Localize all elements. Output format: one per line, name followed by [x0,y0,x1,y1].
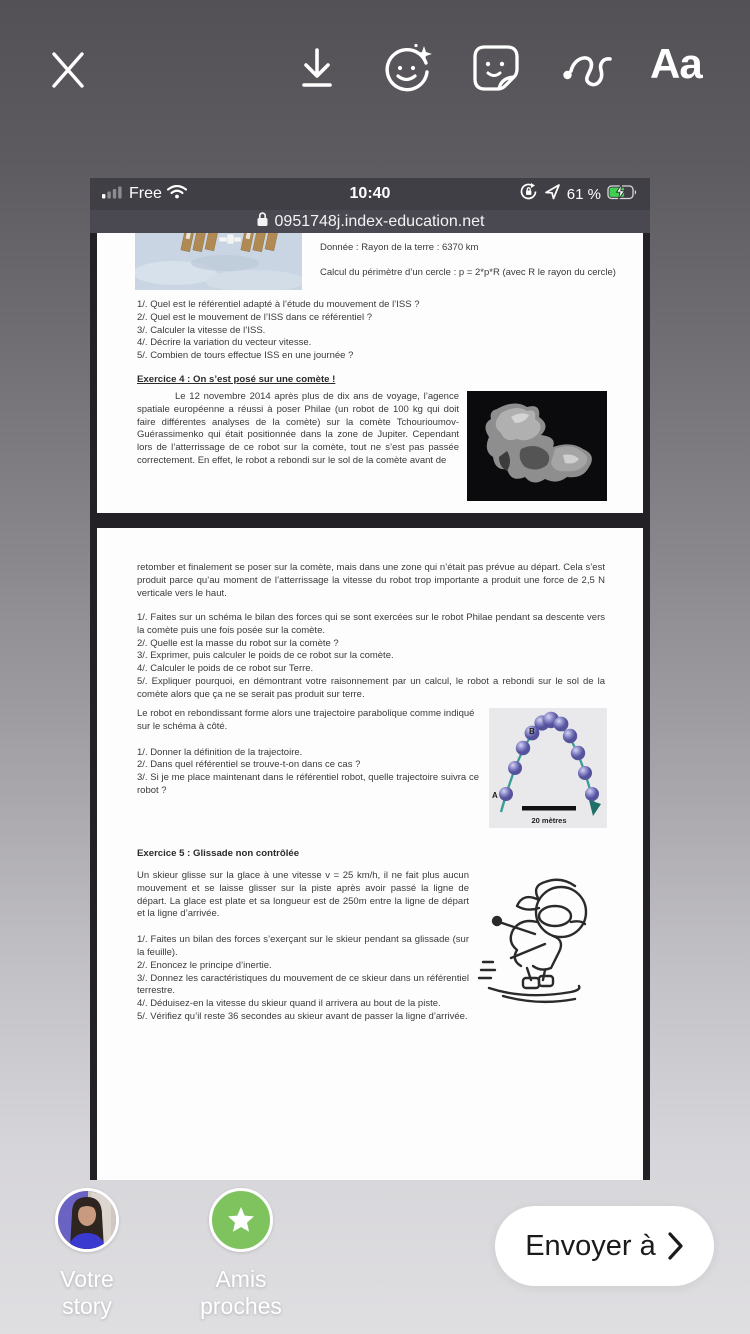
question-line: 5/. Expliquer pourquoi, en démontrant votre raisonnement par un calcul, le robot a rebondi sur le sol de la comète alors que ça ne se serait pas produit sur terre. [137,675,605,700]
rotation-lock-icon [519,182,538,206]
question-line: 1/. Quel est le référentiel adapté à l’étude du mouvement de l’ISS ? [137,299,420,310]
exercise-5-intro: Un skieur glisse sur la glace à une vitesse v = 25 km/h, il ne fait plus aucun mouvement et se laisse glisser sur la piste après avoir passé la ligne de départ. La glace est plate et sa longueur est de 250m entre la ligne de départ et la ligne d’arrivée. [137,870,469,920]
given-data-line: Donnée : Rayon de la terre : 6370 km [320,242,479,253]
lock-icon [256,211,269,232]
document-page-2 [97,528,643,1180]
draw-icon[interactable] [560,44,616,96]
question-line: 3/. Donnez les caractéristiques du mouvement de ce skieur dans un référentiel terrestre. [137,972,469,997]
question-line: 3/. Exprimer, puis calculer le poids de ce robot sur la comète. [137,650,394,662]
your-story-button[interactable] [40,1188,134,1320]
browser-url-bar[interactable] [90,210,650,233]
your-story-label: Votre story [60,1266,114,1319]
battery-charging-icon [607,184,638,205]
close-friends-badge [209,1188,273,1252]
continuation-paragraph: retomber et finalement se poser sur la comète, mais dans une zone qui n’était pas prévue au départ. Cela s’est produit parce qu’au moment de l’atterrissage la vitesse du robot trop importante a produit une force de 2,5 N verticale vers le haut. [137,562,605,599]
question-line: 4/. Déduisez-en la vitesse du skieur quand il arrivera au bout de la piste. [137,998,441,1010]
question-line: 1/. Donner la définition de la trajectoire. [137,746,303,758]
close-friends-label: Amis proches [200,1266,282,1319]
diagram-point-b-label: B [529,727,535,736]
page-gap [97,513,643,528]
question-line: 5/. Combien de tours effectue ISS en une journée ? [137,350,354,362]
skier-question-list [137,934,485,1024]
exercise-4-section [137,391,607,506]
close-icon[interactable] [46,48,90,92]
battery-percent-label: 61 % [566,185,601,203]
bounce-paragraph: Le robot en rebondissant forme alors une trajectoire parabolique comme indiqué sur le schéma à côté. [137,708,475,732]
question-line: 1/. Faites un bilan des forces s’exerçant sur le skieur pendant sa glissade (sur la feuille). [137,934,469,958]
question-line: 2/. Enoncez le principe d’inertie. [137,959,272,971]
question-line: 4/. Calculer le poids de ce robot sur Terre. [137,663,314,675]
question-line: 4/. Décrire la variation du vecteur vitesse. [137,337,312,349]
question-line: 3/. Calculer la vitesse de l’ISS. [137,324,266,336]
comet-photo [467,391,607,506]
send-to-button[interactable] [495,1206,714,1286]
document-page-1 [97,233,643,513]
exercise-5-section [137,870,607,1024]
story-canvas-screenshot[interactable] [90,178,650,1180]
location-icon [544,183,561,205]
philae-question-list [137,612,605,702]
document-viewport[interactable] [90,233,650,1180]
question-line: 5/. Vérifiez qu’il reste 36 secondes au skieur avant de passer la ligne d’arrivée. [137,1010,468,1022]
iss-question-list [137,299,607,363]
trajectory-diagram [489,708,607,833]
exercise-5-title: Exercice 5 : Glissade non contrôlée [137,848,300,859]
iss-photo [135,233,302,295]
question-line: 3/. Si je me place maintenant dans le référentiel robot, quelle trajectoire suivra ce robot ? [137,772,479,796]
effects-icon[interactable] [380,42,434,96]
close-friends-button[interactable] [186,1188,296,1320]
question-line: 2/. Quel est le mouvement de l’ISS dans ce référentiel ? [137,311,372,323]
diagram-scale-label: 20 mètres [531,816,567,825]
text-tool-button[interactable]: Aa [650,40,702,87]
star-icon [226,1205,256,1235]
download-icon[interactable] [293,44,341,94]
formula-line: Calcul du périmètre d’un cercle : p = 2*p*R (avec R le rayon du cercle) [320,267,616,278]
question-line: 1/. Faites sur un schéma le bilan des forces qui se sont exercées sur le robot Philae pendant sa descente vers la comète puis une fois posée sur la comète. [137,612,605,636]
carrier-label: Free [129,185,162,202]
trajectory-question-list [137,747,489,798]
avatar [55,1188,119,1252]
clock: 10:40 [349,185,391,202]
url-text: 0951748j.index-education.net [274,212,485,230]
diagram-point-a-label: A [492,791,498,800]
question-line: 2/. Quelle est la masse du robot sur la comète ? [137,637,339,649]
exercise-4-intro: Le 12 novembre 2014 après plus de dix ans de voyage, l’agence spatiale européenne a réussi à poser Philae (un robot de 100 kg qui doit faire différentes analyses de la comète) sur la comète Tchourioumov-Guérassimenko qui était positionnée dans la zone de Jupiter. Cependant lors de l’atterrissage de ce robot sur la comète, tout ne s’est pas passée correctement. En effet, le robot a rebondi sur le sol de la comète avant de [137,391,459,466]
question-line: 2/. Dans quel référentiel se trouve-t-on dans ce cas ? [137,759,361,771]
send-to-label: Envoyer à [525,1229,656,1262]
story-editor-toolbar [0,0,750,140]
sticker-icon[interactable] [471,44,523,94]
trajectory-section [137,708,607,833]
chevron-right-icon [668,1232,684,1260]
skier-cartoon [475,872,607,1012]
ios-status-bar [90,178,650,210]
exercise-4-title: Exercice 4 : On s’est posé sur une comète ! [137,374,336,385]
